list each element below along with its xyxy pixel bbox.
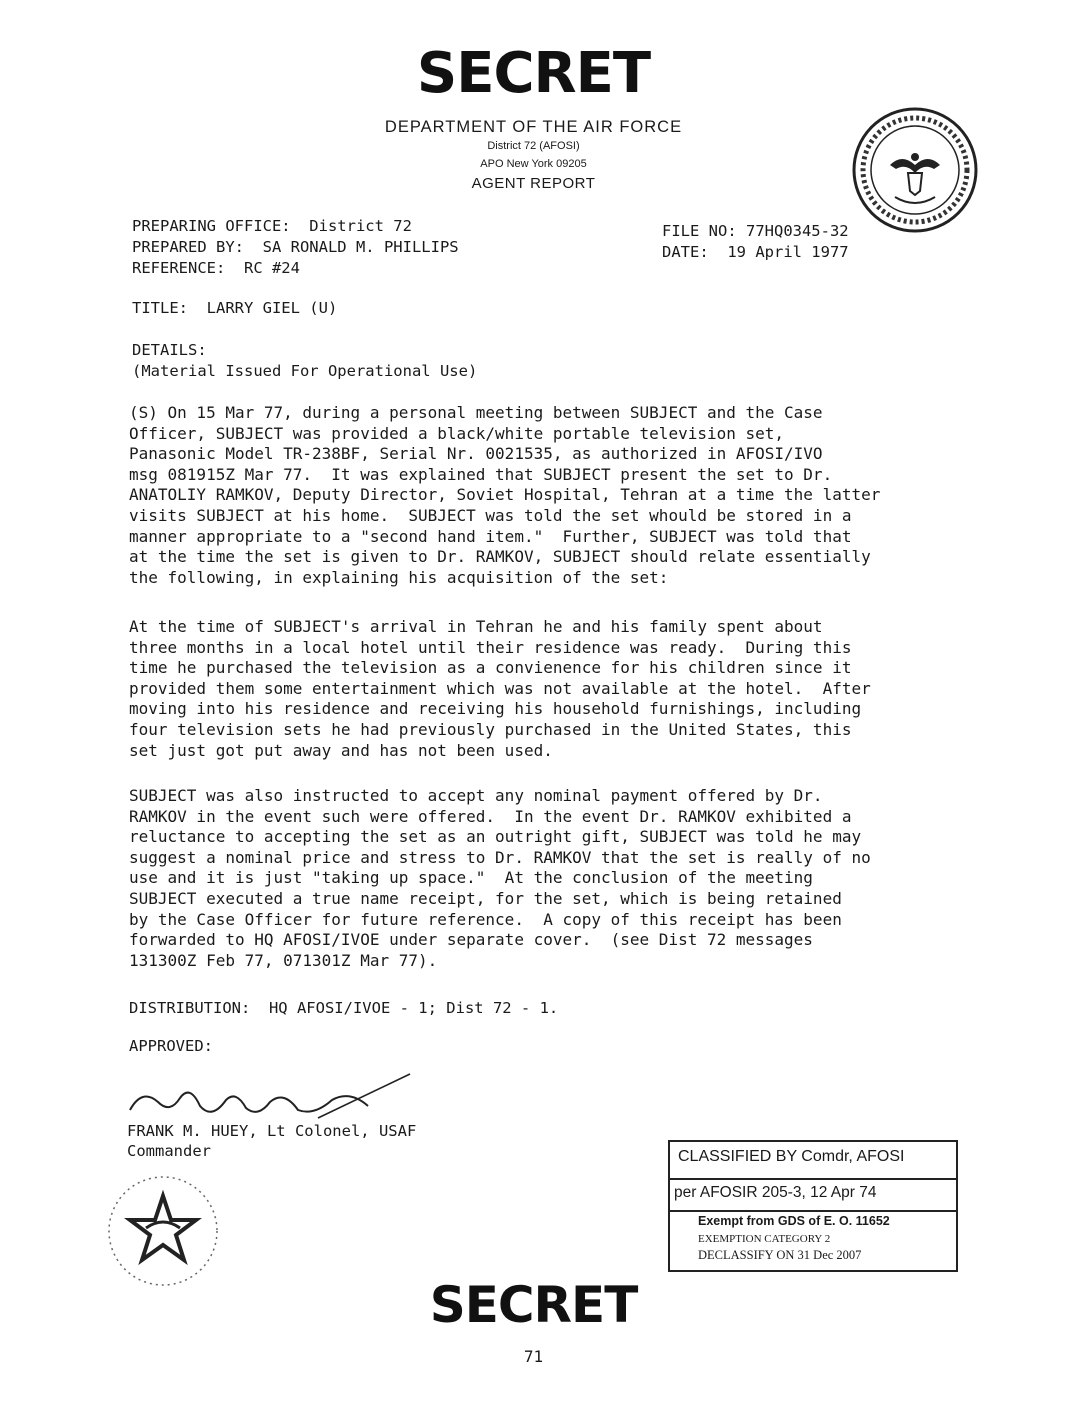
signer-title: Commander bbox=[127, 1142, 211, 1160]
paragraph-line: set just got put away and has not been used. bbox=[129, 740, 553, 760]
paragraph-line: four television sets he had previously purchased in the United States, this bbox=[129, 719, 852, 739]
report-date: DATE: 19 April 1977 bbox=[662, 243, 849, 261]
paragraph-line: reluctance to accepting the set as an outright gift, SUBJECT was told he may bbox=[129, 827, 862, 847]
paragraph-line: visits SUBJECT at his home. SUBJECT was told the set whould be stored in a bbox=[129, 505, 852, 525]
paragraph-3 bbox=[129, 786, 871, 971]
paragraph-line: provided them some entertainment which was not available at the hotel. After bbox=[129, 678, 871, 698]
paragraph-line: Officer, SUBJECT was provided a black/white portable television set, bbox=[129, 423, 785, 443]
bicentennial-star-icon bbox=[104, 1172, 222, 1290]
file-number: FILE NO: 77HQ0345-32 bbox=[662, 222, 849, 240]
declassify-date: DECLASSIFY ON 31 Dec 2007 bbox=[698, 1248, 862, 1262]
bicentennial-seal bbox=[104, 1172, 222, 1290]
preparing-office: PREPARING OFFICE: District 72 bbox=[132, 217, 412, 235]
paragraph-line: 131300Z Feb 77, 071301Z Mar 77). bbox=[129, 950, 438, 970]
signer-name: FRANK M. HUEY, Lt Colonel, USAF bbox=[127, 1122, 417, 1140]
paragraph-line: by the Case Officer for future reference. A copy of this receipt has been bbox=[129, 909, 842, 929]
paragraph-line: forwarded to HQ AFOSI/IVOE under separate cover. (see Dist 72 messages bbox=[129, 930, 813, 950]
paragraph-2 bbox=[129, 617, 871, 761]
exemption-category: EXEMPTION CATEGORY 2 bbox=[698, 1233, 831, 1245]
district-line: District 72 (AFOSI) bbox=[487, 140, 580, 152]
page-number: 71 bbox=[523, 1347, 544, 1366]
report-type: AGENT REPORT bbox=[471, 175, 596, 192]
paragraph-line: msg 081915Z Mar 77. It was explained that SUBJECT present the set to Dr. bbox=[129, 464, 833, 484]
paragraph-line: SUBJECT executed a true name receipt, for the set, which is being retained bbox=[129, 888, 842, 908]
air-force-seal bbox=[850, 105, 980, 235]
bottom-classification: SECRET bbox=[429, 1276, 638, 1334]
department-heading: DEPARTMENT OF THE AIR FORCE bbox=[384, 118, 683, 136]
report-title: TITLE: LARRY GIEL (U) bbox=[132, 299, 338, 317]
stamp-divider bbox=[670, 1178, 956, 1180]
details-label: DETAILS: bbox=[132, 341, 207, 359]
stamp-divider bbox=[670, 1210, 956, 1212]
paragraph-line: manner appropriate to a "second hand item." Further, SUBJECT was told that bbox=[129, 526, 852, 546]
top-classification: SECRET bbox=[416, 41, 651, 106]
classified-by: CLASSIFIED BY Comdr, AFOSI bbox=[678, 1148, 905, 1165]
details-note: (Material Issued For Operational Use) bbox=[132, 362, 478, 380]
paragraph-line: RAMKOV in the event such were offered. In the event Dr. RAMKOV exhibited a bbox=[129, 806, 852, 826]
paragraph-line: three months in a local hotel until their residence was ready. During this bbox=[129, 637, 852, 657]
paragraph-line: Panasonic Model TR-238BF, Serial Nr. 0021535, as authorized in AFOSI/IVO bbox=[129, 444, 823, 464]
paragraph-line: ANATOLIY RAMKOV, Deputy Director, Soviet Hospital, Tehran at a time the latter bbox=[129, 485, 881, 505]
paragraph-line: time he purchased the television as a convienence for his children since it bbox=[129, 658, 852, 678]
paragraph-line: moving into his residence and receiving his household furnishings, including bbox=[129, 699, 862, 719]
paragraph-line: use and it is just "taking up space." At the conclusion of the meeting bbox=[129, 868, 813, 888]
paragraph-line: (S) On 15 Mar 77, during a personal meeting between SUBJECT and the Case bbox=[129, 403, 823, 422]
distribution: DISTRIBUTION: HQ AFOSI/IVOE - 1; Dist 72 - 1. bbox=[129, 999, 559, 1017]
reference: REFERENCE: RC #24 bbox=[132, 259, 300, 277]
paragraph-line: the following, in explaining his acquisition of the set: bbox=[129, 567, 669, 587]
paragraph-line: at the time the set is given to Dr. RAMKOV, SUBJECT should relate essentially bbox=[129, 547, 871, 567]
paragraph-line: SUBJECT was also instructed to accept any nominal payment offered by Dr. bbox=[129, 786, 823, 805]
paragraph-line: At the time of SUBJECT's arrival in Tehran he and his family spent about bbox=[129, 617, 823, 636]
approved-label: APPROVED: bbox=[129, 1037, 213, 1055]
paragraph-1 bbox=[129, 403, 880, 588]
exempt-line: Exempt from GDS of E. O. 11652 bbox=[698, 1214, 890, 1228]
apo-line: APO New York 09205 bbox=[480, 158, 587, 170]
classification-stamp bbox=[668, 1140, 958, 1272]
prepared-by: PREPARED BY: SA RONALD M. PHILLIPS bbox=[132, 238, 459, 256]
classification-authority: per AFOSIR 205-3, 12 Apr 74 bbox=[674, 1184, 877, 1201]
eagle-seal-icon bbox=[850, 105, 980, 235]
paragraph-line: suggest a nominal price and stress to Dr. RAMKOV that the set is really of no bbox=[129, 847, 871, 867]
